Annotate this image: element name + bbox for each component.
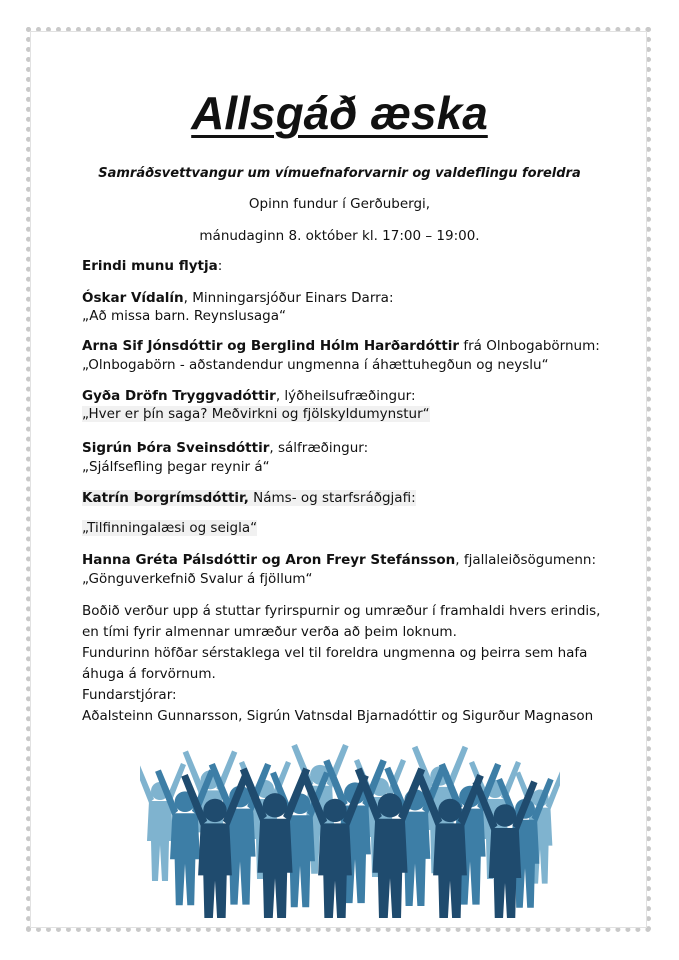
speaker-6 — [82, 552, 596, 568]
speaker-4-talk: „Sjálfsefling þegar reynir á“ — [82, 459, 270, 475]
speakers-heading: Erindi munu flytja — [82, 258, 218, 274]
speaker-name: Arna Sif Jónsdóttir og Berglind Hólm Harðardóttir — [82, 338, 460, 354]
speaker-role: Náms- og starfsráðgjafi: — [248, 490, 416, 506]
speaker-1-talk: „Að missa barn. Reynslusaga“ — [82, 308, 286, 324]
footer-line-6: Aðalsteinn Gunnarsson, Sigrún Vatnsdal Bjarnadóttir og Sigurður Magnason — [82, 708, 594, 724]
speaker-1 — [82, 290, 394, 306]
speaker-3 — [82, 388, 416, 404]
speakers-heading-colon: : — [217, 258, 223, 274]
poster-title: Allsgáð æska — [191, 87, 488, 139]
speaker-name: Hanna Gréta Pálsdóttir og Aron Freyr Stefánsson — [82, 552, 456, 568]
meeting-date: mánudaginn 8. október kl. 17:00 – 19:00. — [199, 228, 480, 244]
speaker-role: , Minningarsjóður Einars Darra: — [183, 290, 394, 306]
footer-line-2: en tími fyrir almennar umræður verða að þeim loknum. — [82, 624, 457, 640]
speaker-5-talk: „Tilfinningalæsi og seigla“ — [82, 520, 258, 536]
crowd-silhouette-illustration — [140, 733, 560, 918]
poster-subtitle: Samráðsvettvangur um vímuefnaforvarnir og valdeflingu foreldra — [98, 166, 581, 181]
speaker-2-talk: „Olnbogabörn - aðstandendur ungmenna í áhættuhegðun og neyslu“ — [82, 357, 549, 373]
speaker-3-talk: „Hver er þín saga? Meðvirkni og fjölskyldumynstur“ — [82, 406, 430, 422]
speakers-heading-line — [82, 258, 222, 274]
speaker-name: Sigrún Þóra Sveinsdóttir — [82, 440, 270, 456]
speaker-2 — [82, 338, 600, 354]
speaker-role: , sálfræðingur: — [269, 440, 369, 456]
speaker-4 — [82, 440, 368, 456]
speaker-5 — [82, 490, 416, 506]
speaker-name: Katrín Þorgrímsdóttir, — [82, 490, 249, 506]
speaker-6-talk: „Gönguverkefnið Svalur á fjöllum“ — [82, 571, 313, 587]
footer-line-4: áhuga á forvörnum. — [82, 666, 216, 682]
speaker-role: , fjallaleiðsögumenn: — [455, 552, 597, 568]
speaker-name: Óskar Vídalín — [82, 290, 184, 306]
footer-line-1: Boðið verður upp á stuttar fyrirspurnir og umræður í framhaldi hvers erindis, — [82, 603, 601, 619]
speaker-role: frá Olnbogabörnum: — [459, 338, 600, 354]
footer-line-5: Fundarstjórar: — [82, 687, 177, 703]
footer-line-3: Fundurinn höfðar sérstaklega vel til foreldra ungmenna og þeirra sem hafa — [82, 645, 588, 661]
speaker-role: , lýðheilsufræðingur: — [275, 388, 416, 404]
speaker-name: Gyða Dröfn Tryggvadóttir — [82, 388, 276, 404]
meeting-location: Opinn fundur í Gerðubergi, — [248, 196, 431, 212]
